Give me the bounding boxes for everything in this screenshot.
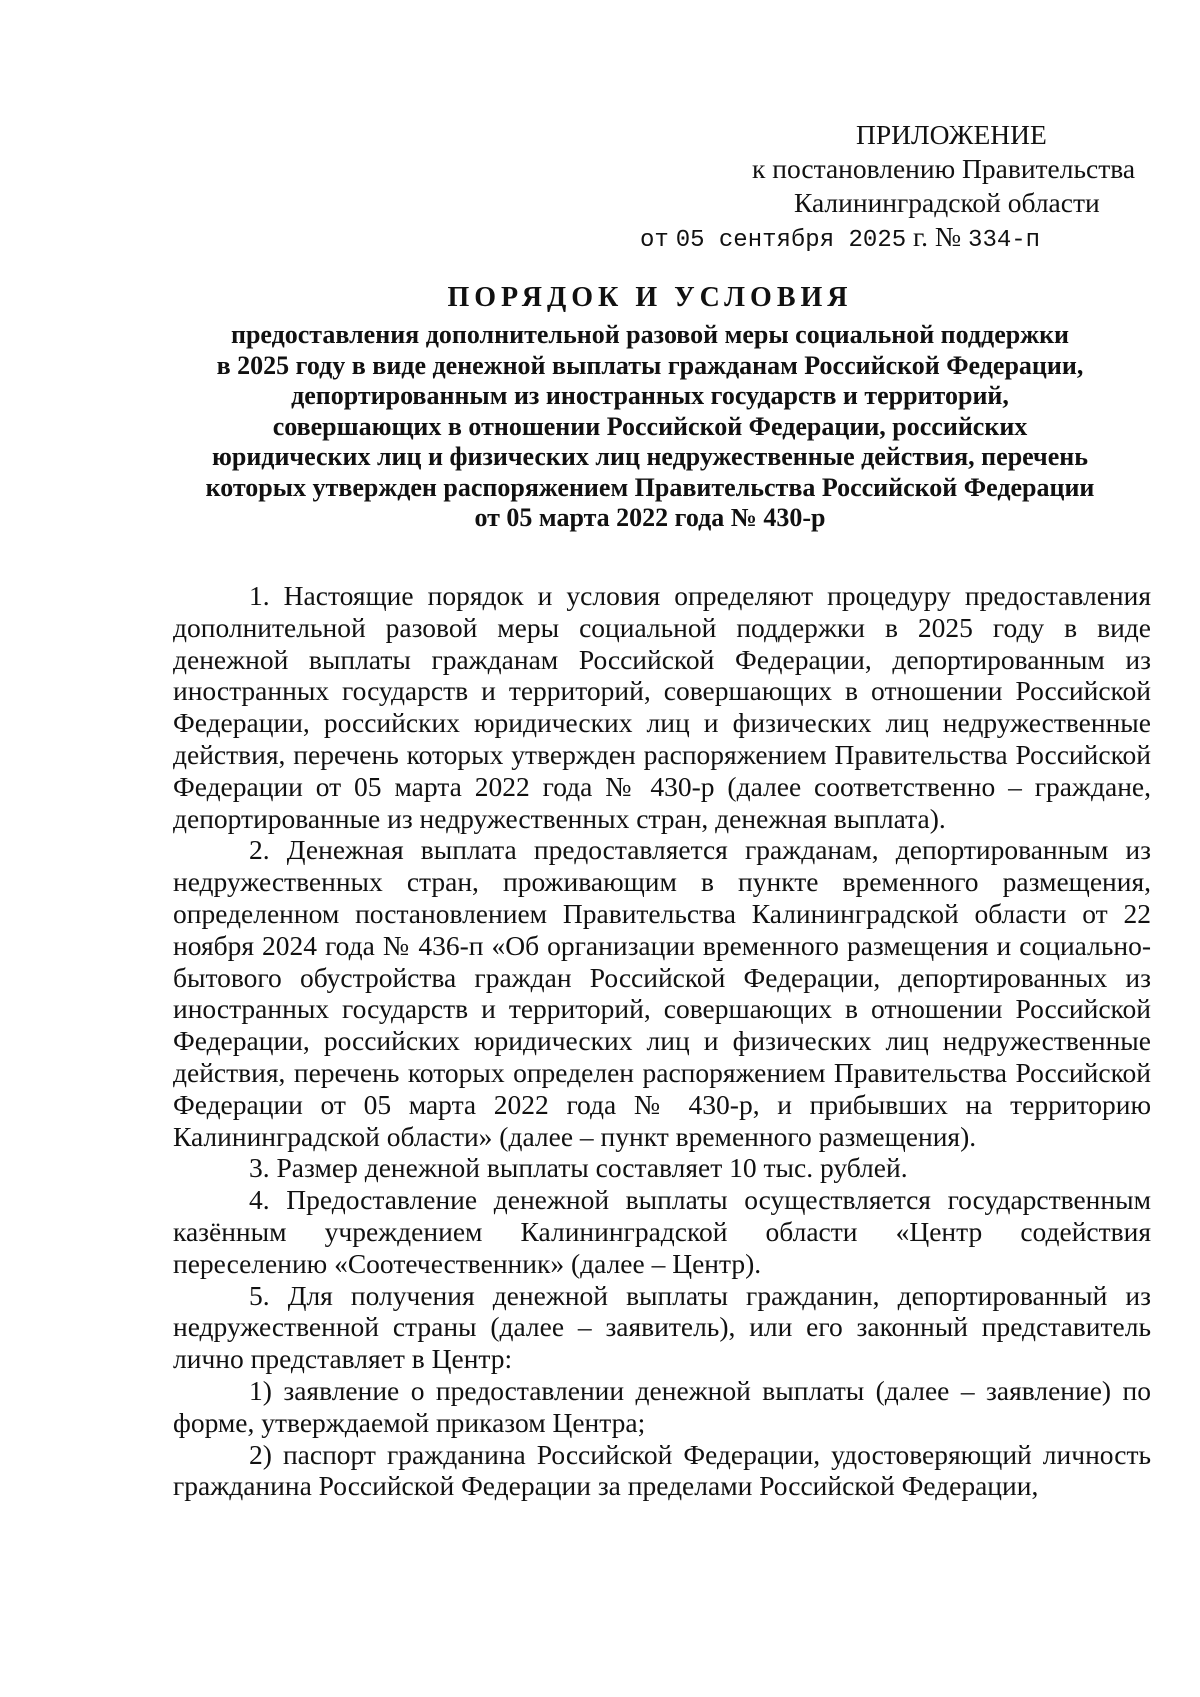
- appendix-date-prefix: от: [640, 227, 669, 254]
- paragraph-2: 2. Денежная выплата предоставляется гражданам, депортированным из недружественных стран, проживающим в пункте временного размещения, определенном постановлением Правительства Калининградской области от 22 ноября 2024 года № 436-п «Об организации временного размещения и социально-бытового обустройства граждан Российской Федерации, депортированных из иностранных государств и территорий, совершающих в отношении Российской Федерации, российских юридических лиц и физических лиц недружественные действия, перечень которых определен распоряжением Правительства Российской Федерации от 05 марта 2022 года № 430-р, и прибывших на территорию Калининградской области» (далее – пункт временного размещения).: [173, 834, 1151, 1152]
- appendix-date: 05 сентября 2025: [675, 227, 907, 254]
- subtitle-line: в 2025 году в виде денежной выплаты гражданам Российской Федерации,: [216, 350, 1084, 380]
- subtitle-line: предоставления дополнительной разовой меры социальной поддержки: [230, 320, 1070, 349]
- appendix-line-resolution: к постановлению Правительства: [752, 153, 1136, 184]
- subtitle-line: юридических лиц и физических лиц недружественные действия, перечень: [211, 442, 1088, 471]
- appendix-number: 334-п: [968, 227, 1041, 254]
- appendix-heading: ПРИЛОЖЕНИЕ: [856, 119, 1047, 150]
- paragraph-5-item-1: 1) заявление о предоставлении денежной выплаты (далее – заявление) по форме, утверждаемой приказом Центра;: [173, 1374, 1151, 1438]
- appendix-date-line: [640, 220, 1140, 258]
- document-title: [150, 278, 1150, 534]
- paragraph-4: 4. Предоставление денежной выплаты осуществляется государственным казённым учреждением Калининградской области «Центр содействия переселению «Соотечественник» (далее – Центр).: [173, 1184, 1151, 1279]
- paragraph-1: 1. Настоящие порядок и условия определяют процедуру предоставления дополнительной разовой меры социальной поддержки в 2025 году в виде денежной выплаты гражданам Российской Федерации, депортированным из иностранных государств и территорий, совершающих в отношении Российской Федерации, российских юридических лиц и физических лиц недружественные действия, перечень которых утвержден распоряжением Правительства Российской Федерации от 05 марта 2022 года № 430-р (далее соответственно – граждане, депортированные из недружественных стран, денежная выплата).: [173, 580, 1151, 834]
- subtitle-line: совершающих в отношении Российской Федерации, российских: [272, 411, 1028, 441]
- appendix-date-suffix: г. №: [913, 221, 962, 252]
- paragraph-5-item-2: 2) паспорт гражданина Российской Федерации, удостоверяющий личность гражданина Российской Федерации за пределами Российской Федерации,: [173, 1438, 1151, 1502]
- appendix-line-region: Калининградской области: [794, 187, 1100, 218]
- subtitle-line: которых утвержден распоряжением Правительства Российской Федерации: [205, 472, 1095, 502]
- paragraph-5: 5. Для получения денежной выплаты гражданин, депортированный из недружественной страны (далее – заявитель), или его законный представитель лично представляет в Центр:: [173, 1279, 1151, 1375]
- document-body: [173, 580, 1151, 1502]
- appendix-header: [640, 118, 1140, 258]
- subtitle-line: от 05 марта 2022 года № 430-р: [474, 503, 826, 532]
- paragraph-3: 3. Размер денежной выплаты составляет 10 тыс. рублей.: [249, 1152, 908, 1184]
- subtitle-line: депортированным из иностранных государств и территорий,: [291, 381, 1009, 410]
- title-main: ПОРЯДОК И УСЛОВИЯ: [447, 282, 853, 313]
